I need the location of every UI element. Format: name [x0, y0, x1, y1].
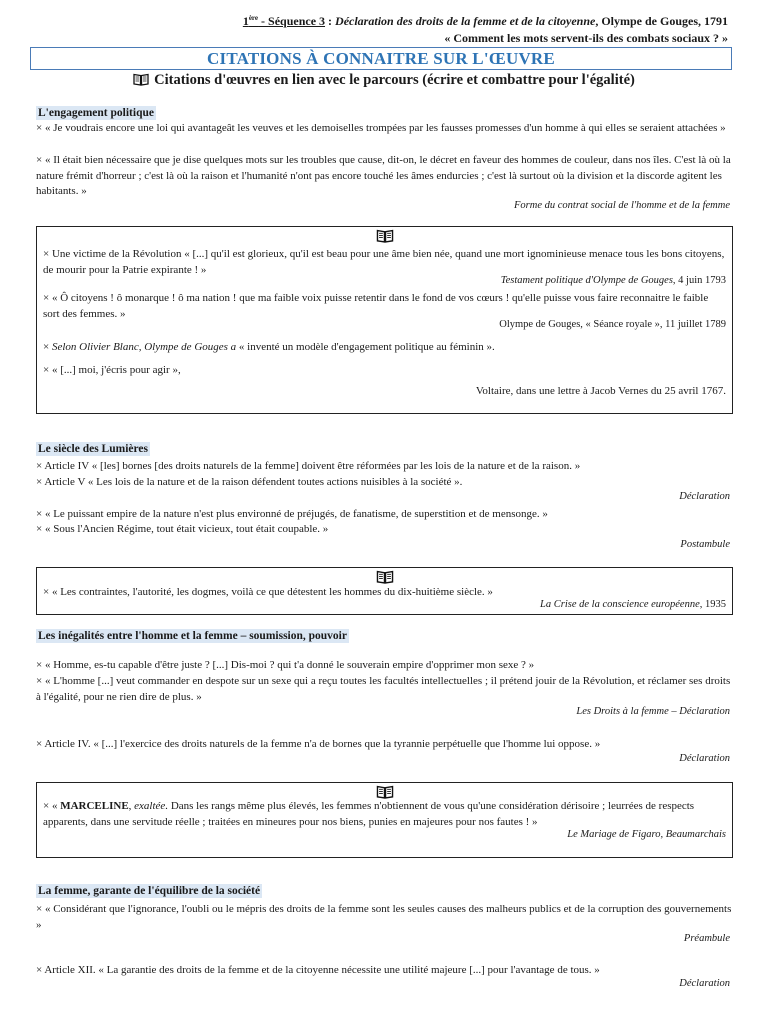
bullet: ×	[43, 341, 52, 353]
quote-source: Déclaration	[679, 978, 730, 989]
quote-text: Dans les rangs même plus élevés, les femmes n'obtiennent de vous qu'une considération dérisoire ; leurrées de respects apparents, dans une servitude réelle ; traitées en mineures pour nos biens, punies en majeures pour nos fautes ! »	[43, 800, 695, 828]
quote: × Article XII. « La garantie des droits de la femme et de la citoyenne nécessite une utilité majeure [...] pour l'avantage de tous. »	[36, 964, 600, 976]
quote-box-lumieres	[36, 567, 733, 615]
quote: × « Homme, es-tu capable d'être juste ? [...] Dis-moi ? qui t'a donné le souverain empire d'opprimer mon sexe ? »	[36, 659, 535, 671]
quote-source: Déclaration	[679, 753, 730, 764]
header-colon: :	[325, 14, 336, 28]
quote-source: Les Droits à la femme – Déclaration	[576, 706, 730, 717]
header-work-title: Déclaration des droits de la femme et de la citoyenne	[335, 14, 596, 28]
quote: × « Considérant que l'ignorance, l'oubli ou le mépris des droits de la femme sont les seules causes des malheurs publics et de la corruption des gouvernements »	[36, 903, 732, 931]
quote-source: Voltaire, dans une lettre à Jacob Vernes du 25 avril 1767.	[475, 385, 726, 397]
section-heading-inegalites: Les inégalités entre l'homme et la femme – soumission, pouvoir	[38, 630, 347, 642]
quote: × « Il était bien nécessaire que je dise quelques mots sur les troubles que cause, dit-on, le décret en faveur des hommes de couleur, dans nos îles. C'est là où la nature frémit d'horreur ; c'est là où la raison et l'humanité n'ont pas encore touché les âmes endurcies ; c'est là surtout où la division et la discorde agitent les habitants. »	[36, 154, 731, 197]
subtitle	[0, 72, 768, 91]
quote: × « Ô citoyens ! ô monarque ! ô ma nation ! que ma faible voix puisse retentir dans le fond de vos cœurs ! qu'elle puisse vous faire reconnaitre le faible sort des femmes. »	[43, 292, 709, 320]
quote-source: Préambule	[683, 933, 730, 944]
quote-source: Le Mariage de Figaro, Beaumarchais	[567, 829, 726, 840]
quote: × « Les contraintes, l'autorité, les dogmes, voilà ce que détestent les hommes du dix-huitième siècle. »	[43, 586, 493, 598]
quote-source: Déclaration	[679, 491, 730, 502]
header-author-year: , Olympe de Gouges, 1791	[595, 14, 728, 28]
quote-text: « inventé un modèle d'engagement politique au féminin ».	[236, 341, 495, 353]
quote: × Article IV. « [...] l'exercice des droits naturels de la femme n'a de bornes que la tyrannie perpétuelle que l'homme lui oppose. »	[36, 738, 601, 750]
quote-source	[501, 275, 726, 286]
quote-source: Olympe de Gouges, « Séance royale », 11 juillet 1789	[499, 319, 726, 330]
quote: × « [...] moi, j'écris pour agir »,	[43, 364, 181, 376]
source-title: Testament politique d'Olympe de Gouges	[500, 275, 673, 286]
page-title: CITATIONS À CONNAITRE SUR L'ŒUVRE	[30, 47, 732, 70]
quote-box-inegalites	[36, 782, 733, 858]
quote-box-engagement	[36, 226, 733, 414]
quote-source: Forme du contrat social de l'homme et de la femme	[514, 200, 730, 211]
quote: × « Je voudrais encore une loi qui avantageât les veuves et les demoiselles trompées par les fausses promesses d'un homme à qui elles se seraient attachées »	[36, 122, 726, 134]
header-question: « Comment les mots servent-ils des combats sociaux ? »	[444, 31, 728, 45]
source-year: , 1935	[699, 599, 726, 610]
header-sequence: 1ère - Séquence 3 : Déclaration des droits de la femme et de la citoyenne, Olympe de Gouges, 1791	[242, 14, 728, 28]
quote	[43, 340, 727, 356]
quote: × Une victime de la Révolution « [...] qu'il est glorieux, qu'il est beau pour une âme bien née, quand une mort ignominieuse menace tous les bons citoyens, de mourir pour la Patrie expirante ! »	[43, 248, 725, 276]
quote: × « Sous l'Ancien Régime, tout était vicieux, tout était coupable. »	[36, 523, 329, 535]
quote-source	[540, 599, 726, 610]
bullet: × «	[43, 800, 61, 812]
quote-source: Postambule	[680, 539, 730, 550]
section-heading-engagement: L'engagement politique	[38, 107, 154, 119]
source-date: , 4 juin 1793	[672, 275, 726, 286]
source-title: La Crise de la conscience européenne	[540, 599, 700, 610]
sequence-label: Séquence 3	[268, 14, 326, 28]
quote: × Article IV « [les] bornes [des droits naturels de la femme] doivent être réformées par les lois de la nature et de la raison. »	[36, 460, 581, 472]
section-heading-lumieres: Le siècle des Lumières	[38, 443, 148, 455]
quote: × Article V « Les lois de la nature et de la raison défendent toutes actions nuisibles à la société ».	[36, 476, 463, 488]
quote: × « MARCELINE, exaltée. Dans les rangs même plus élevés, les femmes n'obtiennent de vous qu'une considération dérisoire ; leurrées de respects apparents, dans une servitude réelle ; traitées en mineures pour nos biens, punies en majeures pour nos fautes ! »	[43, 800, 695, 828]
book-icon	[133, 73, 149, 91]
book-icon	[376, 229, 394, 248]
quote: × « L'homme [...] veut commander en despote sur un sexe qui a reçu toutes les facultés intellectuelles ; il prétend jouir de la Révolution, et réclamer ses droits à l'égalité, pour ne rien dire de plus. »	[36, 675, 731, 703]
level: 1	[242, 14, 249, 28]
level-sup: ère	[248, 14, 259, 22]
stage-direction: exaltée.	[134, 800, 169, 812]
quote: × « Le puissant empire de la nature n'est plus environné de préjugés, de fanatisme, de superstition et de mensonge. »	[36, 508, 548, 520]
quote-attribution: Selon Olivier Blanc, Olympe de Gouges a	[51, 341, 237, 353]
subtitle-text: Citations d'œuvres en lien avec le parcours (écrire et combattre pour l'égalité)	[154, 72, 635, 88]
speaker-name: MARCELINE	[60, 800, 129, 812]
section-heading-equilibre: La femme, garante de l'équilibre de la société	[38, 885, 261, 897]
